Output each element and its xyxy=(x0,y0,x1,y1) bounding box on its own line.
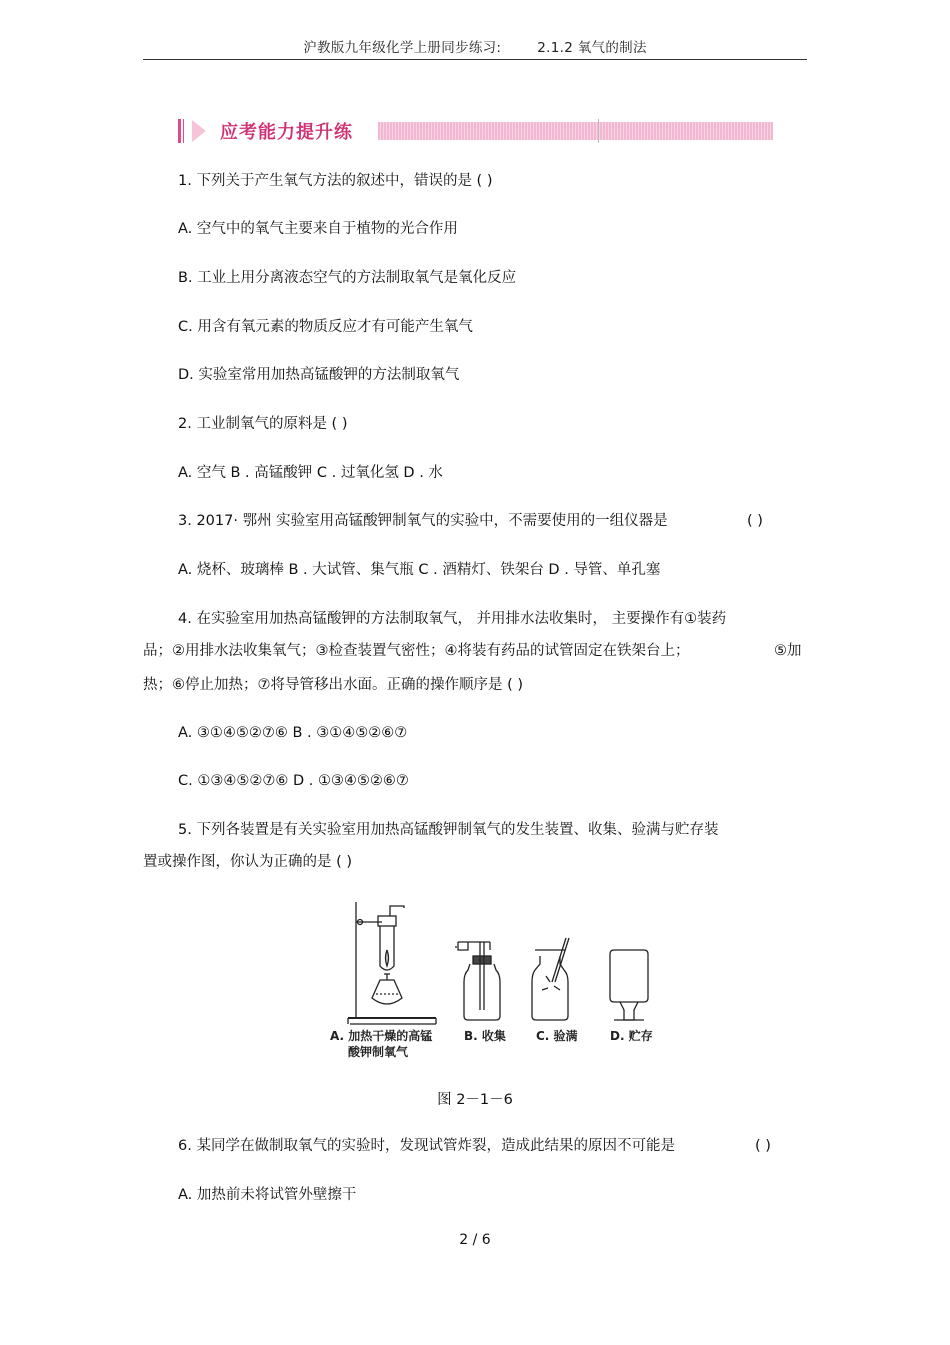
page-number: 2 / 6 xyxy=(459,1232,491,1248)
apparatus-d-storage-bottle xyxy=(610,950,648,1020)
q3-stem: 3. 2017· 鄂州 实验室用高锰酸钾制氧气的实验中，不需要使用的一组仪器是 xyxy=(178,513,668,529)
q1-stem: 1. 下列关于产生氧气方法的叙述中，错误的是 ( ) xyxy=(178,173,493,189)
q1-option-a: A. 空气中的氧气主要来自于植物的光合作用 xyxy=(178,221,458,237)
page-header xyxy=(0,36,950,56)
header-title: 沪教版九年级化学上册同步练习: xyxy=(303,40,502,56)
banner-left-thin-bar xyxy=(183,119,184,143)
q4-options-row2: C. ①③④⑤②⑦⑥ D . ①③④⑤②⑥⑦ xyxy=(178,773,409,789)
q6-answer-blank: ( ) xyxy=(755,1138,771,1154)
q2-stem: 2. 工业制氧气的原料是 ( ) xyxy=(178,416,348,432)
label-d: D. 贮存 xyxy=(610,1029,653,1043)
apparatus-figure xyxy=(330,898,660,1068)
label-c: C. 验满 xyxy=(536,1029,578,1043)
section-title: 应考能力提升练 xyxy=(220,122,353,143)
header-divider xyxy=(143,59,807,60)
q4-stem-line2: 品；②用排水法收集氧气；③检查装置气密性；④将装有药品的试管固定在铁架台上； xyxy=(143,643,690,659)
q1-option-d: D. 实验室常用加热高锰酸钾的方法制取氧气 xyxy=(178,367,460,383)
q5-stem-line2: 置或操作图，你认为正确的是 ( ) xyxy=(143,854,353,870)
section-banner xyxy=(178,117,601,145)
q4-options-row1: A. ③①④⑤②⑦⑥ B . ③①④⑤②⑥⑦ xyxy=(178,725,408,741)
q4-stem-line3: 热；⑥停止加热；⑦将导管移出水面。正确的操作顺序是 ( ) xyxy=(143,677,524,693)
q4-stem-line1: 4. 在实验室用加热高锰酸钾的方法制取氧气， 并用排水法收集时， 主要操作有①装药 xyxy=(178,611,727,627)
q5-stem-line1: 5. 下列各装置是有关实验室用加热高锰酸钾制氧气的发生装置、收集、验满与贮存装 xyxy=(178,822,719,838)
banner-stripe xyxy=(378,122,773,140)
banner-right-bar xyxy=(598,119,599,143)
banner-arrow-icon xyxy=(192,120,206,142)
q3-answer-blank: ( ) xyxy=(747,513,763,529)
q2-options: A. 空气 B . 高锰酸钾 C . 过氧化氢 D . 水 xyxy=(178,465,443,481)
q1-option-b: B. 工业上用分离液态空气的方法制取氧气是氧化反应 xyxy=(178,270,517,286)
q4-stem-line2-end: ⑤加 xyxy=(774,643,802,659)
apparatus-a-heating-setup xyxy=(348,902,436,1024)
label-a-line2: 酸钾制氧气 xyxy=(348,1045,409,1059)
label-b: B. 收集 xyxy=(464,1029,506,1043)
q3-options: A. 烧杯、玻璃棒 B . 大试管、集气瓶 C . 酒精灯、铁架台 D . 导管、单孔塞 xyxy=(178,562,661,578)
figure-caption: 图 2－1－6 xyxy=(437,1092,513,1108)
apparatus-b-collection-bottle xyxy=(456,942,500,1020)
q6-option-a: A. 加热前未将试管外壁擦干 xyxy=(178,1187,357,1203)
q6-stem: 6. 某同学在做制取氧气的实验时，发现试管炸裂，造成此结果的原因不可能是 xyxy=(178,1138,675,1154)
header-subtitle: 2.1.2 氧气的制法 xyxy=(537,40,647,56)
q1-option-c: C. 用含有氧元素的物质反应才有可能产生氧气 xyxy=(178,319,473,335)
label-a-line1: A. 加热干燥的高锰 xyxy=(330,1029,433,1043)
apparatus-drawing xyxy=(330,898,660,1068)
apparatus-c-checking-bottle xyxy=(532,938,569,1020)
banner-left-bar xyxy=(178,119,181,143)
